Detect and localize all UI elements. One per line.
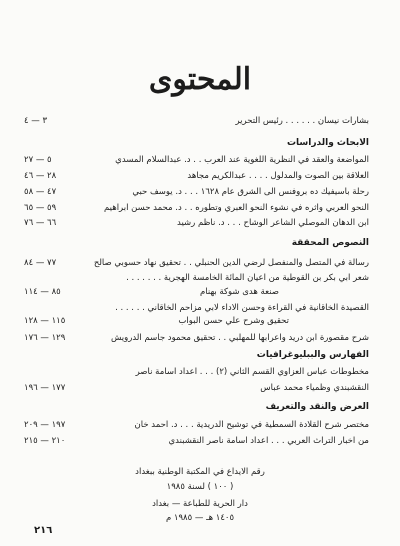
toc-entry-text: صنعة هدى شوكة بهنام: [200, 287, 279, 297]
section-heading: الفهارس والببليوغرافيات: [256, 350, 369, 360]
toc-entry-text: بشارات نيسان . . . . . . رئيس التحرير: [235, 116, 369, 126]
toc-entry: [24, 381, 369, 395]
toc-entry-pages: ١٧٧ — ١٩٦: [24, 383, 66, 393]
toc-entry-text: مختصر شرح القلادة السمطية في توشيح الدريدية . . . د. احمد خان: [134, 420, 369, 430]
toc-entry-pages: ٣ — ٤: [24, 116, 48, 126]
toc-entry-pages: ٤٧ — ٥٨: [24, 187, 57, 197]
toc-entry-pages: ١٢٩ — ١٧٦: [24, 333, 66, 343]
toc-entry-text: مخطوطات عباس العزاوي القسم الثاني (٢) . . . اعداد اسامة ناصر: [135, 367, 369, 377]
toc-entry-pages: ٢١٠ — ٢١٥: [24, 436, 66, 446]
section-heading: النصوص المحققة: [291, 238, 369, 248]
toc-entry-pages: ٦٦ — ٧٦: [24, 218, 57, 228]
toc-entry: [24, 256, 369, 270]
toc-entry-text: من اخبار التراث العربي . . . اعداد اسامة ناصر النقشبندي: [168, 436, 369, 446]
toc-entry-text: تحقيق وشرح علي حسن البواب: [178, 316, 289, 326]
toc-entry: [24, 169, 369, 183]
toc-entry: [24, 271, 369, 285]
deposit-line: رقم الايداع في المكتبة الوطنية ببغداد: [135, 467, 265, 477]
toc-entry: [24, 216, 369, 230]
toc-entry: [24, 285, 369, 299]
toc-entry-text: ابن الدهان الموصلي الشاعر الوشاح . . . د. ناظم رشيد: [177, 218, 369, 228]
toc-entry-text: النحو العربي واثره في نشوء النحو العبري وتطوره . . د. محمد حسن ابراهيم: [103, 203, 369, 213]
toc-entry: [24, 418, 369, 432]
publisher-date: ١٤٠٥ هـ — ١٩٨٥ م: [165, 513, 235, 523]
toc-entry: [24, 314, 369, 328]
toc-entry-text: القصيدة الخاقانية في القراءة وحسن الاداء لابي مزاحم الخاقاني . . . . . .: [115, 303, 369, 313]
toc-entry-text: شرح مقصورة ابن دريد واعرابها للمهلبي . . تحقيق محمود جاسم الدرويش: [110, 333, 369, 343]
toc-entry: [24, 331, 369, 345]
toc-entry-text: رسالة في المتصل والمنفصل لرضي الدين الحنبلي . . تحقيق نهاد حسوبي صالح: [93, 258, 369, 268]
toc-entry: [24, 434, 369, 448]
toc-entry-pages: ١٩٧ — ٢٠٩: [24, 420, 66, 430]
toc-entry-pages: ٥ — ٢٧: [24, 155, 52, 165]
toc-entry-text: المواضعة والعقد في النظرية اللغوية عند العرب . . د. عبدالسلام المسدي: [115, 155, 369, 165]
toc-entry-pages: ١١٥ — ١٢٨: [24, 316, 66, 326]
toc-entry: [24, 185, 369, 199]
page-number: ٢١٦: [34, 525, 53, 536]
deposit-number: ( ١٠٠ ) لسنة ١٩٨٥: [166, 482, 234, 492]
toc-entry-text: شعر ابي بكر بن القوطية من اعيان المائة الخامسة الهجرية . . . . . . .: [126, 273, 369, 283]
toc-entry-text: رحلة باسيفيك ده بروفنس الى الشرق عام ١٦٢٨ . . . د. يوسف حبي: [132, 187, 369, 197]
toc-entry: [24, 201, 369, 215]
toc-entry: [24, 153, 369, 167]
toc-entry-editor: [24, 114, 369, 128]
publisher-line: دار الحرية للطباعة — بغداد: [152, 499, 248, 509]
toc-entry: [24, 301, 369, 315]
toc-entry-text: النقشبندي وظمياء محمد عباس: [260, 383, 369, 393]
toc-entry-pages: ٥٩ — ٦٥: [24, 203, 57, 213]
toc-entry-pages: ٧٧ — ٨٤: [24, 258, 57, 268]
section-heading: الابحاث والدراسات: [286, 138, 369, 148]
toc-entry-pages: ٨٥ — ١١٤: [24, 287, 61, 297]
toc-entry: [24, 365, 369, 379]
section-heading: العرض والنقد والتعريف: [265, 402, 369, 412]
toc-entry-text: العلاقة بين الصوت والمدلول . . . . عبدالكريم مجاهد: [187, 171, 369, 181]
page-title: المحتوى: [148, 62, 252, 97]
toc-entry-pages: ٢٨ — ٤٦: [24, 171, 57, 181]
